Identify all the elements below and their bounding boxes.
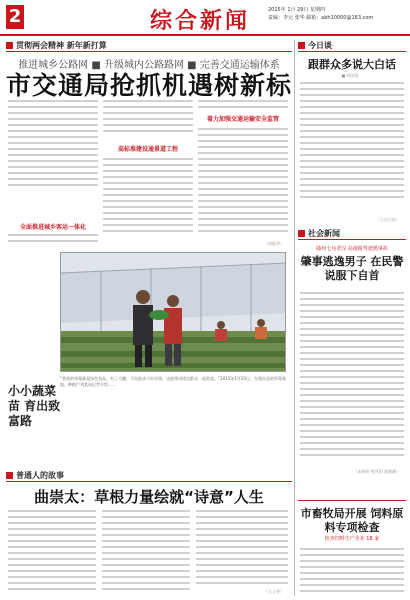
article-body-col-2b <box>103 158 193 236</box>
side-body-1 <box>300 82 404 202</box>
masthead-date: 2015年 1月 29日 星期四 <box>268 7 326 13</box>
bottom-body-col-1 <box>8 510 96 594</box>
side-author-1: ■ 韩国强 <box>341 73 359 78</box>
masthead-editors: 责编：李元 张华 邮箱：abh10000@163.com <box>268 15 374 21</box>
side-banner-society <box>298 228 406 240</box>
bottom-story <box>6 470 292 508</box>
main-column <box>6 40 292 101</box>
column-divider <box>294 40 295 596</box>
article-body-col-1 <box>8 100 98 190</box>
side-banner-today <box>298 40 406 52</box>
photo-caption: “我家的草莓都是绿色食品，有了大棚，不仅能卖个好价钱，还能带动周边群众一起致富。”2015年1月23日，在建昌县的草莓基地，种植户刘某向记者介绍…… <box>60 376 286 387</box>
banner-square-icon <box>298 230 305 237</box>
article-body-col-3 <box>198 100 288 112</box>
side-subhead-3: 检查饲料生产企业 18 家 <box>324 536 380 542</box>
greenhouse-photo <box>60 252 286 372</box>
bottom-body-col-2 <box>102 510 190 594</box>
top-story-subhead-1: 全面推进城乡客运一体化 <box>19 224 86 231</box>
banner-square-icon <box>6 472 13 479</box>
masthead-meta <box>268 6 408 22</box>
page-number: 2 <box>6 5 24 29</box>
top-story-banner-label: 贯彻两会精神 新年新打算 <box>16 41 107 50</box>
bottom-body-col-3 <box>196 510 288 588</box>
side-banner-today-label: 今日谈 <box>308 41 332 50</box>
side-body-3 <box>300 548 404 596</box>
top-story-subhead-3: 着力加强交通运输安全监管 <box>206 116 279 123</box>
top-story-kicker: 推进城乡公路网 ■ 升级城内公路路网 ■ 完善交通运输体系 <box>18 60 280 71</box>
side-subhead-2: 随州七旬老汉 高速路驾驶遇事故 <box>316 246 388 252</box>
side-headline-2: 肇事逃逸男子 在民警说服下自首 <box>300 255 404 282</box>
side-column <box>298 40 406 79</box>
bottom-story-banner <box>6 470 292 482</box>
top-story-headline: 市交通局抢抓机遇树新标 <box>6 71 293 100</box>
feature-title: 小小蔬菜苗 育出致富路 <box>8 384 61 428</box>
banner-square-icon <box>6 42 13 49</box>
side-banner-society-label: 社会新闻 <box>308 229 340 238</box>
side-headline-1: 跟群众多说大白话 <box>308 58 396 71</box>
masthead <box>0 0 410 36</box>
bottom-story-byline: （王玉琴） <box>264 589 284 594</box>
article-body-col-2 <box>103 100 193 136</box>
top-story-banner <box>6 40 292 52</box>
bottom-story-headline: 曲崇太：草根力量绘就“诗意”人生 <box>34 488 264 506</box>
banner-square-icon <box>298 42 305 49</box>
side-body-2 <box>300 292 404 460</box>
section-title: 综合新闻 <box>150 9 251 34</box>
side-story-2 <box>298 228 406 283</box>
article-body-col-3b <box>198 128 288 236</box>
top-story-byline: （商振华） <box>264 241 284 246</box>
article-body-col-1b <box>8 234 98 246</box>
bottom-story-banner-label: 普通人的故事 <box>16 471 64 480</box>
side-headline-3: 市畜牧局开展 饲料原料专项检查 <box>300 507 404 534</box>
side-byline-1: （人民日报） <box>376 217 400 222</box>
top-story-subhead-2: 高标准建设通景道工程 <box>117 146 178 153</box>
side-story-3 <box>298 500 406 543</box>
side-byline-2: （宋研明 熊兆阳 姚姗姗） <box>353 469 400 474</box>
